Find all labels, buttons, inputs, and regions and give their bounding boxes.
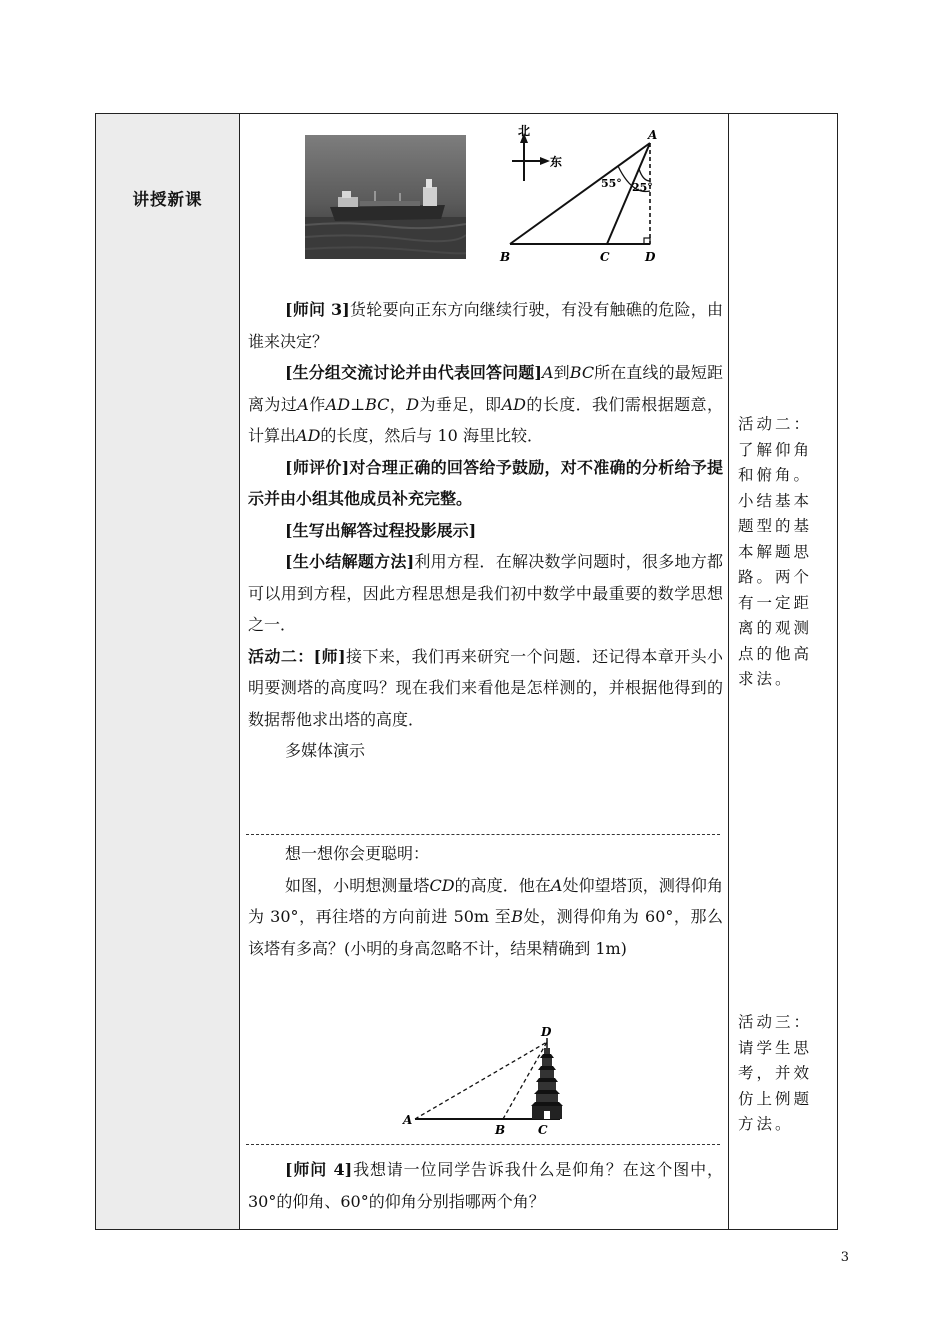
point-D-label: D bbox=[645, 250, 656, 264]
point-D-label: D bbox=[541, 1025, 552, 1039]
disc-t4: 所在直线的最短距离为过 bbox=[248, 363, 723, 414]
disc-t11: AD bbox=[501, 394, 526, 414]
side-note-activity-3: 活动三：请学生思考，并效仿上例题方法。 bbox=[738, 1013, 813, 1133]
q4-tag: [师问 4] bbox=[285, 1160, 353, 1179]
dashed-divider-bottom bbox=[246, 1144, 720, 1145]
disc-tag: [生分组交流讨论并由代表回答问题] bbox=[285, 363, 542, 382]
bearing-diagram bbox=[490, 123, 680, 268]
cargo-ship-photo bbox=[305, 135, 466, 259]
teacher-question-3 bbox=[248, 294, 723, 357]
main-content-block bbox=[248, 294, 723, 767]
teacher-question-4 bbox=[248, 1154, 723, 1217]
angle-25-label: 25° bbox=[632, 181, 653, 194]
point-A-label: A bbox=[648, 128, 658, 142]
q4-text: 我想请一位同学告诉我什么是仰角？在这个图中，30°的仰角、60°的仰角分别指哪两个角？ bbox=[248, 1160, 723, 1211]
teacher-evaluation: [师评价]对合理正确的回答给予鼓励，对不准确的分析给予提示并由小组其他成员补充完整。 bbox=[248, 457, 723, 508]
student-projection: [生写出解答过程投影展示] bbox=[285, 520, 477, 540]
disc-t2: 到 bbox=[553, 363, 570, 382]
prob-t4: A bbox=[550, 875, 563, 895]
student-discussion bbox=[248, 357, 723, 452]
east-arrow-icon bbox=[540, 157, 550, 165]
act2-tag: 活动二：[师] bbox=[248, 646, 346, 666]
activity-2-intro bbox=[248, 641, 723, 736]
side-note-activity-2: 活动二：了解仰角和俯角。小结基本题型的基本解题思路。两个有一定距离的观测点的他高求法。 bbox=[738, 415, 813, 688]
pagoda-icon bbox=[531, 1038, 563, 1119]
q3-text: 货轮要向正东方向继续行驶，有没有触礁的危险，由谁来决定？ bbox=[248, 300, 723, 351]
prob-t5: 处仰望塔顶，测得仰角为 30°，再往塔的方向前进 50m 至 bbox=[248, 875, 723, 926]
angle-55-label: 55° bbox=[601, 177, 622, 190]
disc-t14: 的长度，然后与 10 海里比较． bbox=[320, 426, 543, 445]
disc-t7: AD⊥BC bbox=[325, 394, 390, 414]
problem-block bbox=[248, 838, 723, 964]
tower-problem bbox=[248, 870, 723, 965]
prob-t3: 的高度．他在 bbox=[454, 875, 551, 895]
q3-tag: [师问 3] bbox=[285, 300, 350, 319]
prob-t1: 如图，小明想测量塔 bbox=[285, 875, 430, 895]
summary-tag: [生小结解题方法] bbox=[285, 552, 415, 571]
tower-elevation-diagram bbox=[395, 1020, 580, 1138]
multimedia-demo: 多媒体演示 bbox=[285, 741, 366, 760]
point-B-label: B bbox=[495, 1123, 506, 1137]
disc-t3: BC bbox=[569, 363, 595, 382]
page-number: 3 bbox=[840, 1250, 849, 1265]
north-label: 北 bbox=[518, 124, 531, 138]
act2-text: 接下来，我们再来研究一个问题．还记得本章开头小明要测塔的高度吗？现在我们来看他是怎样测的，并根据他得到的数据帮他求出塔的高度． bbox=[248, 646, 723, 729]
disc-t1: A bbox=[541, 363, 554, 382]
prob-t7: 处，测得仰角为 60°，那么该塔有多高？(小明的身高忽略不计，结果精确到 1m) bbox=[248, 907, 723, 958]
point-A-label: A bbox=[403, 1113, 413, 1127]
disc-t6: 作 bbox=[308, 394, 326, 414]
student-summary bbox=[248, 546, 723, 641]
disc-t9: D bbox=[406, 394, 420, 414]
think-prompt: 想一想你会更聪明： bbox=[285, 844, 430, 863]
prob-t6: B bbox=[511, 907, 524, 926]
disc-t10: 为垂足，即 bbox=[419, 394, 502, 414]
prob-t2: CD bbox=[429, 875, 455, 895]
disc-t5: A bbox=[297, 394, 309, 414]
angle-arc-inner bbox=[639, 169, 650, 181]
dashed-divider-top bbox=[246, 834, 720, 835]
point-C-label: C bbox=[600, 250, 610, 264]
point-C-label: C bbox=[538, 1123, 548, 1137]
disc-t13: AD bbox=[296, 426, 321, 445]
disc-t12: 的长度．我们需根据题意，计算出 bbox=[248, 394, 723, 445]
point-B-label: B bbox=[500, 250, 511, 264]
sight-line-A bbox=[415, 1042, 547, 1119]
section-label: 讲授新课 bbox=[132, 190, 203, 209]
summary-text: 利用方程．在解决数学问题时，很多地方都可以用到方程，因此方程思想是我们初中数学中最重要的数学思想之一． bbox=[248, 552, 723, 634]
question-4-block bbox=[248, 1154, 723, 1217]
column-divider bbox=[728, 113, 729, 1230]
disc-t8: ， bbox=[389, 394, 407, 414]
east-label: 东 bbox=[550, 155, 563, 169]
